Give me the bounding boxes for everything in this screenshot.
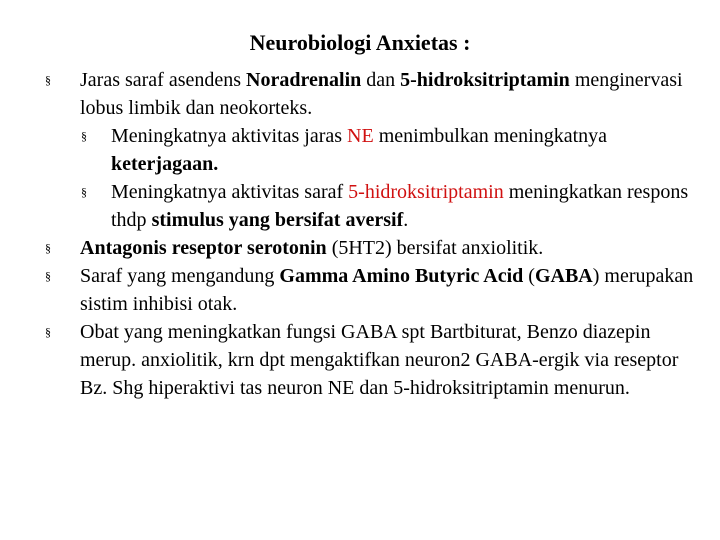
text: meningkatkan respons thdp [111,181,689,231]
text: . [403,209,409,231]
text: menginervasi lobus limbik dan neokorteks. [80,69,683,119]
bullet-item-gaba [45,262,710,318]
text: Meningkatnya aktivitas jaras [111,125,348,147]
sub-bullet-item-5ht [45,178,710,234]
bullet-list [45,66,710,402]
text: (5HT2) bersifat anxiolitik. [326,237,544,259]
text: menimbulkan meningkatnya [373,125,607,147]
text: Saraf yang mengandung [80,265,280,287]
bullet-icon: § [45,269,51,283]
bold-text: keterjagaan. [111,153,219,175]
bullet-icon: § [45,241,51,255]
bullet-icon: § [81,185,87,199]
slide-title: Neurobiologi Anxietas : [249,30,471,55]
highlight-text: 5-hidroksitriptamin [348,181,504,203]
text: Obat yang meningkatkan fungsi GABA spt Bartbiturat, Benzo diazepin merup. anxiolitik, krn dpt mengaktifkan neuron2 GABA-ergik via reseptor Bz. Shg hiperaktivi tas neuron NE dan 5-hidroksitriptamin menurun. [80,321,679,399]
bullet-item-antagonis [45,234,710,262]
bold-text: GABA [534,265,593,287]
bold-text: Noradrenalin [246,69,362,91]
bullet-icon: § [45,325,51,339]
text: Meningkatnya aktivitas saraf [111,181,349,203]
text: ( [523,265,535,287]
bold-text: 5-hidroksitriptamin [400,69,570,91]
bold-text: stimulus yang bersifat aversif [151,209,404,231]
text: Jaras saraf asendens [80,69,247,91]
bullet-icon: § [45,73,51,87]
highlight-text: NE [347,125,374,147]
text: ) merupakan sistim inhibisi otak. [80,265,694,315]
sub-bullet-item-ne [45,122,710,178]
bold-text: Antagonis reseptor serotonin [80,237,327,259]
bullet-item-jaras-saraf [45,66,710,122]
bold-text: Gamma Amino Butyric Acid [279,265,524,287]
text: dan [361,69,401,91]
bullet-icon: § [81,129,87,143]
bullet-item-obat [45,318,710,402]
